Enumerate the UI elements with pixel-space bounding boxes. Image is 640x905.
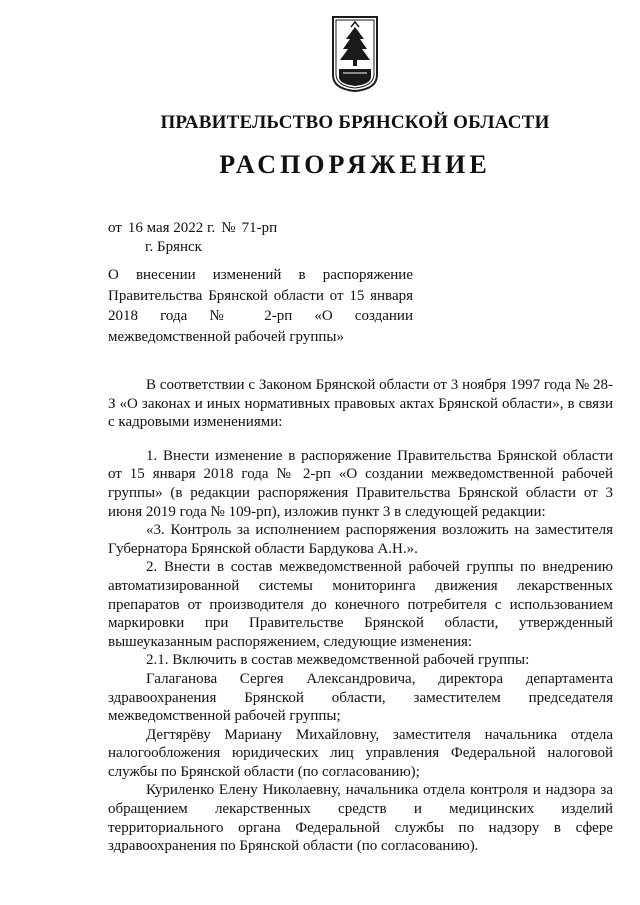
body-paragraph: 2.1. Включить в состав межведомственной рабочей группы: [146,652,530,669]
document-type-title: РАСПОРЯЖЕНИЕ [219,150,491,179]
document-city: г. Брянск [145,239,202,255]
body-paragraph: 2. Внести в состав межведомственной рабочей группы по внедрению автоматизированной системы мониторинга движения лекарственных препаратов от производителя до конечного потребителя с использованием маркировки при Правительстве Брянской области, утвержденный вышеуказанным распоряжением, следующие изменения: [108,559,613,650]
document-subject: О внесении изменений в распоряжение Правительства Брянской области от 15 января 2018 года № 2-рп «О создании межведомственной рабочей группы» [108,267,413,345]
body-paragraph: Куриленко Елену Николаевну, начальника отдела контроля и надзора за обращением лекарственных средств и медицинских изделий территориального органа Федеральной службы по надзору в сфере здравоохранения по Брянской области (по согласованию). [108,782,613,855]
number-sign: № [221,220,236,236]
organization-title: ПРАВИТЕЛЬСТВО БРЯНСКОЙ ОБЛАСТИ [160,112,550,133]
body-paragraph: «3. Контроль за исполнением распоряжения возложить на заместителя Губернатора Брянской области Бардукова А.Н.». [108,522,613,557]
coat-of-arms-icon [330,15,380,93]
date-prefix: от [108,220,122,236]
document-date: 16 мая 2022 г. [127,220,216,236]
body-paragraph: В соответствии с Законом Брянской области от 3 ноября 1997 года № 28-З «О законах и иных нормативных правовых актах Брянской области», в связи с кадровыми изменениями: [108,377,613,431]
document-number: 71-рп [241,220,278,236]
document-date-line [108,220,283,237]
body-paragraph: 1. Внести изменение в распоряжение Правительства Брянской области от 15 января 2018 года № 2-рп «О создании межведомственной рабочей группы» (в редакции распоряжения Правительства Брянской области от 3 июня 2019 года № 109-рп), изложив пункт 3 в следующей редакции: [108,447,613,520]
body-paragraph: Дегтярёву Мариану Михайловну, заместителя начальника отдела налогообложения юридических лиц управления Федеральной налоговой службы по Брянской области (по согласованию); [108,726,613,780]
body-paragraph: Галаганова Сергея Александровича, директора департамента здравоохранения Брянской области, заместителем председателя межведомственной рабочей группы; [108,670,613,725]
document-body [108,376,613,856]
